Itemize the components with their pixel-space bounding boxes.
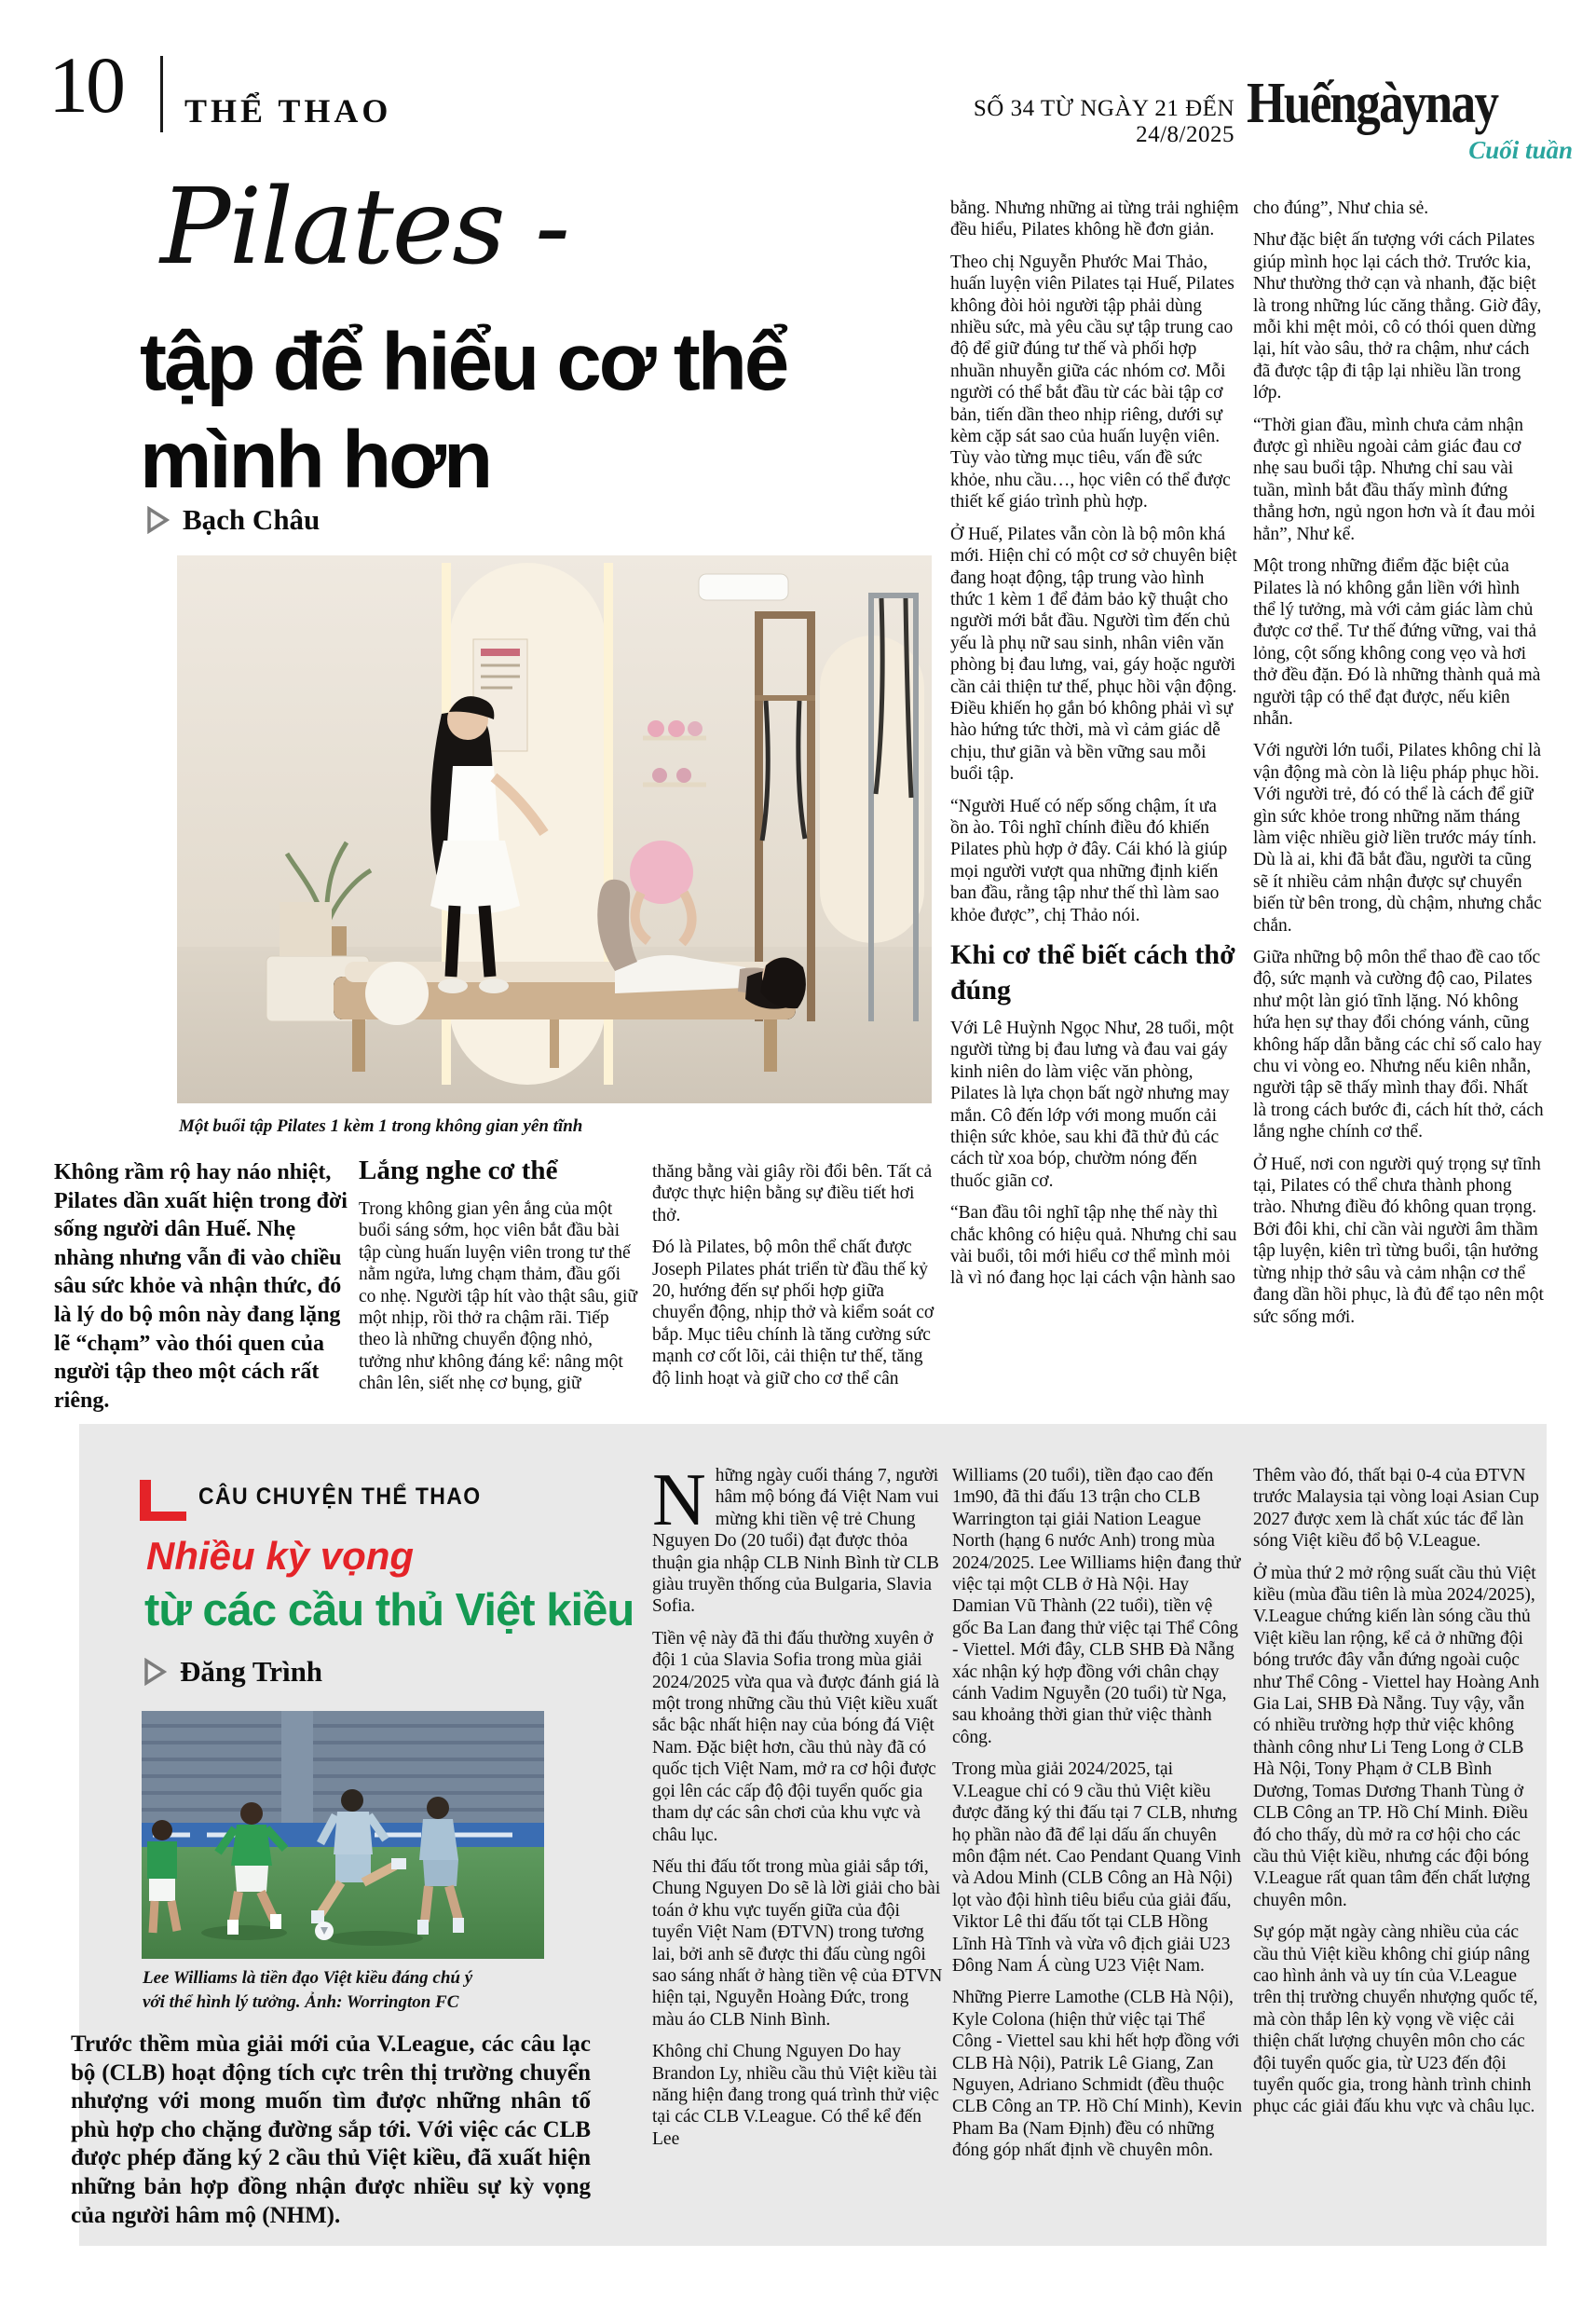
article2-headline-line2: từ các cầu thủ Việt kiều xyxy=(144,1585,634,1635)
caption-line: với thể hình lý tưởng. Ảnh: Worrington FC xyxy=(143,1992,459,2012)
issue-date: SỐ 34 TỪ NGÀY 21 ĐẾN 24/8/2025 xyxy=(973,96,1235,147)
article1-headline-line2: mình hơn xyxy=(140,415,491,505)
article1-column3 xyxy=(652,1161,939,1400)
article2-column2 xyxy=(652,1459,943,2160)
pilates-photo-illustration xyxy=(177,555,932,1103)
article1-paragraph: “Người Huế có nếp sống chậm, ít ưa ồn ào. Tôi nghĩ chính điều đó khiến Pilates phù hợp ở đây. Cái khó là giúp mọi người vượt qua những định kiến ban đầu, rằng tập như thế thì làm sao khỏe được”, chị Thảo nói. xyxy=(950,796,1228,925)
section-title: THỂ THAO xyxy=(184,92,392,130)
article1-column2 xyxy=(359,1156,638,1405)
pilates-photo xyxy=(177,555,932,1103)
article1-paragraph: Đó là Pilates, bộ môn thể chất được Joseph Pilates phát triển từ đầu thế kỷ 20, hướng đến sự phối hợp giữa chuyển động, nhịp thở và kiểm soát cơ bắp. Mục tiêu chính là tăng cường sức mạnh cơ cốt lõi, cải thiện tư thế, tăng độ linh hoạt và giữ cho cơ thể cân xyxy=(652,1238,934,1389)
article1-paragraph: Theo chị Nguyễn Phước Mai Thảo, huấn luyện viên Pilates tại Huế, Pilates không đòi hỏi người tập phải dùng nhiều sức, mà yêu cầu sự tập trung cao độ để giữ đúng tư thế và phối hợp nhuần nhuyễn giữa các nhóm cơ. Mỗi người có thể bắt đầu từ các bài tập cơ bản, tiến dần theo nhịp riêng, dưới sự kèm cặp sát sao của huấn luyện viên. Tùy vào từng mục tiêu, vấn đề sức khỏe, nhu cầu…, học viên có thể được thiết kế giáo trình phù hợp. xyxy=(950,252,1235,513)
article1-paragraph: thăng bằng vài giây rồi đổi bên. Tất cả được thực hiện bằng sự điều tiết hơi thở. xyxy=(652,1162,933,1225)
article1-column5 xyxy=(1253,198,1544,1338)
article1-paragraph: Như đặc biệt ấn tượng với cách Pilates giúp mình học lại cách thở. Trước kia, Như thường thở cạn và nhanh, đặc biệt là trong những lúc căng thẳng. Giờ đây, mỗi khi mệt mỏi, cô có thói quen dừng lại, hít vào sâu, thở ra chậm, như cách đã được tập đi tập lại nhiều lần trong lớp. xyxy=(1253,230,1542,404)
pilates-photo-caption: Một buổi tập Pilates 1 kèm 1 trong không gian yên tĩnh xyxy=(179,1116,583,1136)
article1-paragraph: “Thời gian đầu, mình chưa cảm nhận được gì nhiều ngoài cảm giác đau cơ nhẹ sau buổi tập. Nhưng chỉ sau vài tuần, mình bắt đầu thấy mình đứng thẳng hơn, ngủ ngon hơn và ít đau mỏi hẳn”, Như kể. xyxy=(1253,415,1535,544)
kicker-corner-icon xyxy=(140,1480,186,1521)
article1-standfirst: Không rầm rộ hay náo nhiệt, Pilates dần xuất hiện trong đời sống người dân Huế. Nhẹ nhàng nhưng vẫn đi vào chiều sâu sức khỏe và nhận thức, đó là lý do bộ môn này đang lặng lẽ “chạm” vào thói quen của người tập theo một cách rất riêng. xyxy=(54,1160,348,1413)
article1-crosshead-2: Khi cơ thể biết cách thở đúng xyxy=(950,939,1235,1006)
sports-story-panel xyxy=(71,1424,1547,2246)
article1-paragraph: Với Lê Huỳnh Ngọc Như, 28 tuổi, một người từng bị đau lưng và đau vai gáy kinh niên do làm việc văn phòng, Pilates là lựa chọn bất ngờ nhưng may mắn. Cô đến lớp với mong muốn cải thiện sức khỏe, sau khi đã thử đủ các cách từ xoa bóp, chườm nóng đến thuốc giãn cơ. xyxy=(950,1019,1235,1191)
article2-paragraph: Sự góp mặt ngày càng nhiều của các cầu thủ Việt kiều không chỉ giúp nâng cao hình ảnh và uy tín của V.League trên thị trường chuyển nhượng quốc tế, mà còn thắp lên kỳ vọng về việc cải thiện chất lượng chuyên môn cho các đội tuyển quốc gia, từ U23 đến đội tuyển quốc gia, trong hành trình chinh phục các giải đấu khu vực và châu lục. xyxy=(1253,1922,1538,2117)
article2-paragraph: Williams (20 tuổi), tiền đạo cao đến 1m90, đã thi đấu 13 trận cho CLB Warrington tại giải Nation League North (hạng 6 nước Anh) trong mùa 2024/2025. Lee Williams hiện đang thử việc tại một CLB ở Hà Nội. Hay Damian Vũ Thành (22 tuổi), tiền vệ gốc Ba Lan đang thử việc tại Thể Công - Viettel. Mới đây, CLB SHB Đà Nẵng xác nhận ký hợp đồng với chân chạy cánh Vadim Nguyễn (20 tuổi) từ Nga, sau khoảng thời gian thử việc thành công. xyxy=(952,1466,1241,1747)
article2-headline-line1: Nhiều kỳ vọng xyxy=(146,1534,415,1578)
article2-standfirst: Trước thềm mùa giải mới của V.League, các câu lạc bộ (CLB) hoạt động tích cực trên thị trường chuyển nhượng với mong muốn tìm được những nhân tố phù hợp cho chặng đường sắp tới. Với việc các CLB được phép đăng ký 2 cầu thủ Việt kiều, đã xuất hiện những bản hợp đồng nhận được nhiều sự kỳ vọng của người hâm mộ (NHM). xyxy=(71,2032,591,2228)
article1-paragraph: Một trong những điểm đặc biệt của Pilates là nó không gắn liền với hình thể lý tưởng, mà với cảm giác làm chủ được cơ thể. Tư thế đứng vững, vai thả lỏng, cột sống không cong vẹo và hơi thở đều đặn. Đó là những thành quả mà người tập có thể đạt được, nếu kiên nhẫn. xyxy=(1253,556,1541,729)
masthead-logo: Huế ngày nay xyxy=(1247,72,1498,135)
article2-paragraph: Tiền vệ này đã thi đấu thường xuyên ở đội 1 của Slavia Sofia trong mùa giải 2024/2025 vừa qua và được đánh giá là một trong những cầu thủ Việt kiều xuất sắc bậc nhất hiện nay của bóng đá Việt Nam. Đặc biệt hơn, cầu thủ này đã có quốc tịch Việt Nam, mở ra cơ hội được gọi lên các cấp độ đội tuyển quốc gia tham dự các sân chơi của khu vực và châu lục. xyxy=(652,1628,940,1845)
article2-paragraph xyxy=(652,1459,943,1618)
article2-paragraph-text: hững ngày cuối tháng 7, người hâm mộ bóng đá Việt Nam vui mừng khi tiền vệ trẻ Chung Nguyen Do (20 tuổi) đạt được thỏa thuận gia nhập CLB Ninh Bình từ CLB giàu truyền thống của Bulgaria, Slavia Sofia. xyxy=(652,1466,939,1617)
article1-byline xyxy=(147,503,320,537)
article1-paragraph: Trong không gian yên ắng của một buổi sáng sớm, học viên bắt đầu bài tập cùng huấn luyện viên trong tư thế nằm ngửa, lưng chạm thảm, đầu gối co nhẹ. Người tập hít vào thật sâu, giữ một nhịp, rồi thở ra chậm rãi. Tiếp theo là những chuyển động nhỏ, tưởng như không đáng kể: nâng một chân lên, siết nhẹ cơ bụng, giữ xyxy=(359,1199,637,1394)
caption-line: Lee Williams là tiền đạo Việt kiều đáng chú ý xyxy=(143,1968,473,1988)
article2-author: Đăng Trình xyxy=(180,1655,323,1688)
byline-triangle-icon xyxy=(144,1658,167,1686)
article1-column4 xyxy=(950,198,1239,1300)
soccer-photo-illustration xyxy=(142,1711,544,1959)
soccer-photo-caption xyxy=(143,1966,580,2015)
article2-column4 xyxy=(1253,1465,1544,2128)
article1-paragraph: Ở Huế, Pilates vẫn còn là bộ môn khá mới. Hiện chỉ có một cơ sở chuyên biệt đang hoạt động, tập trung vào hình thức 1 kèm 1 để đảm bảo kỹ thuật cho người mới bắt đầu. Người tìm đến chủ yếu là phụ nữ sau sinh, nhân viên văn phòng bị đau lưng, vai, gáy hoặc người cần cải thiện tư thế, phục hồi vận động. Điều khiến họ gắn bó không phải vì sự hào hứng tức thời, mà vì cảm giác dễ chịu, thư giãn và bền vững sau mỗi buổi tập. xyxy=(950,524,1237,785)
soccer-photo xyxy=(142,1711,544,1959)
article1-crosshead-1: Lắng nghe cơ thể xyxy=(359,1156,558,1185)
article1-paragraph: Giữa những bộ môn thể thao đề cao tốc độ, sức mạnh và cường độ cao, Pilates như một làn gió tĩnh lặng. Nó không hứa hẹn sự thay đổi chóng vánh, cũng không hấp dẫn bằng các chỉ số calo hay chu vi vòng eo. Nhưng nếu kiên nhẫn, người tập sẽ thấy mình thay đổi. Nhất là trong cách bước đi, cách hít thở, cách lắng nghe chính cơ thể. xyxy=(1253,948,1544,1142)
masthead-edition: Cuối tuần xyxy=(1468,136,1573,164)
article2-paragraph: Nếu thi đấu tốt trong mùa giải sắp tới, Chung Nguyen Do sẽ là lời giải cho bài toán ở khu vực tuyến giữa của đội tuyển Việt Nam (ĐTVN) trong tương lai, bởi anh sẽ được thi đấu cùng ngôi sao sáng nhất ở hàng tiền vệ của ĐTVN hiện tại, Nguyễn Hoàng Đức, trong màu áo CLB Ninh Bình. xyxy=(652,1856,943,2030)
article2-byline xyxy=(144,1655,322,1689)
article1-paragraph: bằng. Nhưng những ai từng trải nghiệm đều hiểu, Pilates không hề đơn giản. xyxy=(950,198,1239,240)
article1-paragraph: Với người lớn tuổi, Pilates không chỉ là vận động mà còn là liệu pháp phục hồi. Với người trẻ, đó có thể là cách để giữ gìn sức khỏe trong những năm tháng làm việc nhiều giờ liền trước máy tính. Dù là ai, khi đã bắt đầu, người ta cũng sẽ ít nhiều cảm nhận được sự chuyển biến từ bên trong, dù chậm, nhưng chắc chắn. xyxy=(1253,741,1542,936)
article1-headline-line1: tập để hiểu cơ thể xyxy=(140,317,787,407)
article1-author: Bạch Châu xyxy=(183,503,321,536)
article2-paragraph: Những Pierre Lamothe (CLB Hà Nội), Kyle Colona (hiện thử việc tại Thể Công - Viettel sau khi hết hợp đồng với CLB Hà Nội), Patrik Lê Giang, Zan Nguyen, Adriano Schmidt (đều thuộc CLB Công an TP. Hồ Chí Minh), Kevin Pham Ba (Nam Định) đều có những đóng góp nhất định về chuyên môn. xyxy=(952,1988,1243,2161)
article2-paragraph: Trong mùa giải 2024/2025, tại V.League chỉ có 9 cầu thủ Việt kiều được đăng ký thi đấu tại 7 CLB, nhưng họ phần nào đã để lại dấu ấn chuyên môn đậm nét. Cao Pendant Quang Vinh và Adou Minh (CLB Công an Hà Nội) lọt vào đội hình tiêu biểu của giải đấu, Viktor Lê thi đấu tốt tại CLB Hồng Lĩnh Hà Tĩnh và vừa vô địch giải U23 Đông Nam Á cùng U23 Việt Nam. xyxy=(952,1759,1241,1976)
article2-paragraph: Không chỉ Chung Nguyen Do hay Brandon Ly, nhiều cầu thủ Việt kiều tài năng hiện đang trong quá trình thử việc tại các CLB V.League. Có thể kể đến Lee xyxy=(652,2042,939,2149)
article2-column3 xyxy=(952,1465,1243,2172)
kicker-label: CÂU CHUYỆN THỂ THAO xyxy=(198,1484,482,1510)
article2-paragraph: Ở mùa thứ 2 mở rộng suất cầu thủ Việt kiều (mùa đầu tiên là mùa 2024/2025), V.League chứng kiến làn sóng cầu thủ Việt kiều lan rộng, kể cả ở những đội bóng trước đây vẫn đứng ngoài cuộc như Thể Công - Viettel hay Hoàng Anh Gia Lai, SHB Đà Nẵng. Tuy vậy, vẫn có nhiều trường hợp thử việc không thành công như Li Teng Long ở CLB Hà Nội, Tony Phạm ở CLB Bình Dương, Tomas Dương Thanh Tùng ở CLB Công an TP. Hồ Chí Minh. Điều đó cho thấy, dù mở ra cơ hội cho các cầu thủ Việt kiều, nhưng các đội bóng V.League rất quan tâm đến chất lượng chuyên môn. xyxy=(1253,1563,1540,1910)
article2-paragraph: Thêm vào đó, thất bại 0-4 của ĐTVN trước Malaysia tại vòng loại Asian Cup 2027 được xem là chất xúc tác để làn sóng Việt kiều đổ bộ V.League. xyxy=(1253,1466,1539,1552)
article1-script-headline: Pilates - xyxy=(160,167,568,288)
article1-paragraph: “Ban đầu tôi nghĩ tập nhẹ thế này thì chắc không có hiệu quả. Nhưng chỉ sau vài buổi, tôi mới hiểu cơ thể mình mỏi là vì nó đang học lại cách vận hành sao xyxy=(950,1203,1237,1289)
page-number: 10 xyxy=(48,40,123,130)
byline-triangle-icon xyxy=(147,506,170,534)
drop-cap: N xyxy=(652,1459,706,1541)
article1-paragraph: cho đúng”, Như chia sẻ. xyxy=(1253,198,1429,218)
header-divider xyxy=(160,56,163,132)
article1-paragraph: Ở Huế, nơi con người quý trọng sự tĩnh tại, Pilates có thể chưa thành phong trào. Nhưng điều đó không quan trọng. Bởi đôi khi, chỉ cần vài người âm thầm tập luyện, kiên trì từng buổi, tận hưởng từng nhịp thở sâu và cảm nhận cơ thể đang dần hồi phục, là đủ để tạo nên một sức sống mới. xyxy=(1253,1154,1544,1327)
